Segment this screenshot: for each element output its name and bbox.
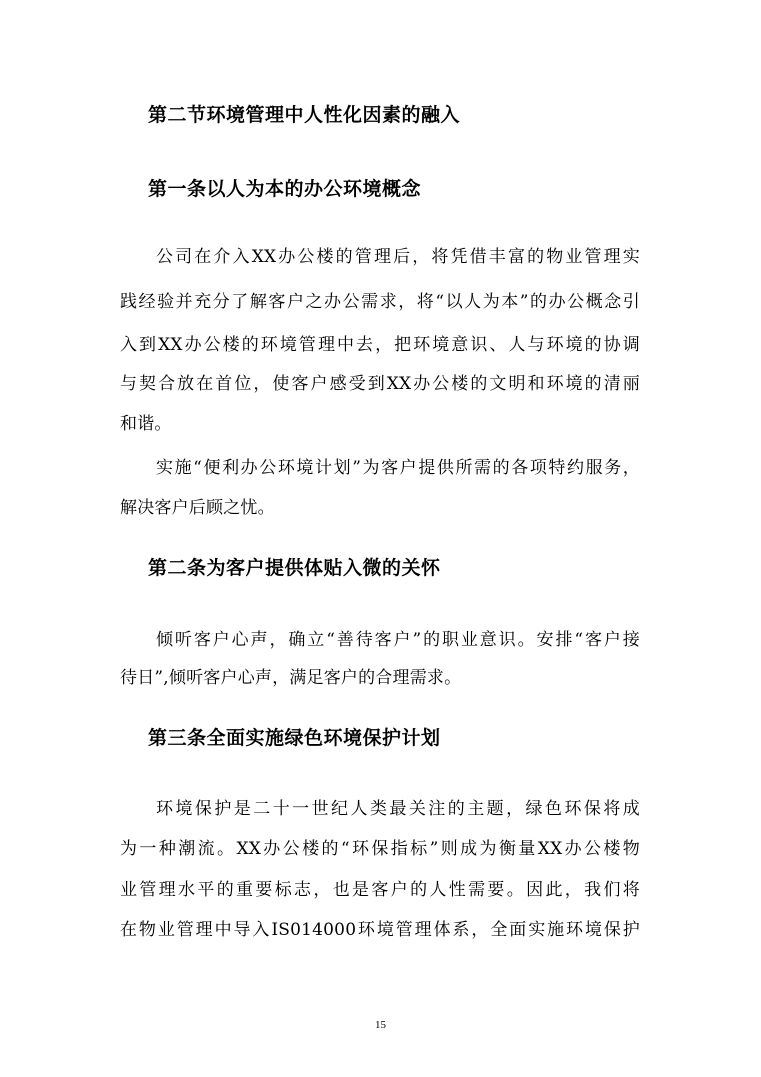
paragraph-line: 环境保护是二十一世纪人类最关注的主题，绿色环保将成 xyxy=(156,799,640,819)
section-title: 第二节环境管理中人性化因素的融入 xyxy=(148,104,461,126)
paragraph-line: 待日”,倾听客户心声，满足客户的合理需求。 xyxy=(120,668,462,688)
paragraph-line: 与契合放在首位，使客户感受到XX办公楼的文明和环境的清丽 xyxy=(120,374,640,394)
page-number: 15 xyxy=(375,1019,386,1031)
paragraph-line: 践经验并充分了解客户之办公需求，将“以人为本”的办公概念引 xyxy=(120,292,640,312)
paragraph-line: 为一种潮流。XX办公楼的“环保指标”则成为衡量XX办公楼物 xyxy=(120,839,640,859)
paragraph-line: 业管理水平的重要标志，也是客户的人性需要。因此，我们将 xyxy=(120,880,640,900)
paragraph-line: 公司在介入XX办公楼的管理后，将凭借丰富的物业管理实 xyxy=(156,247,640,267)
article-heading: 第二条为客户提供体贴入微的关怀 xyxy=(148,557,441,579)
paragraph-line: 解决客户后顾之忧。 xyxy=(120,498,275,518)
paragraph-line: 在物业管理中导入IS014000环境管理体系，全面实施环境保护 xyxy=(120,920,640,940)
paragraph-line: 入到XX办公楼的环境管理中去，把环境意识、人与环境的协调 xyxy=(120,335,640,355)
paragraph-line: 倾听客户心声，确立“善待客户”的职业意识。安排“客户接 xyxy=(156,630,640,650)
article-heading: 第一条以人为本的办公环境概念 xyxy=(148,178,422,200)
paragraph-line: 实施“便利办公环境计划”为客户提供所需的各项特约服务， xyxy=(156,458,640,478)
article-heading: 第三条全面实施绿色环境保护计划 xyxy=(148,727,441,749)
paragraph-line: 和谐。 xyxy=(120,414,172,434)
